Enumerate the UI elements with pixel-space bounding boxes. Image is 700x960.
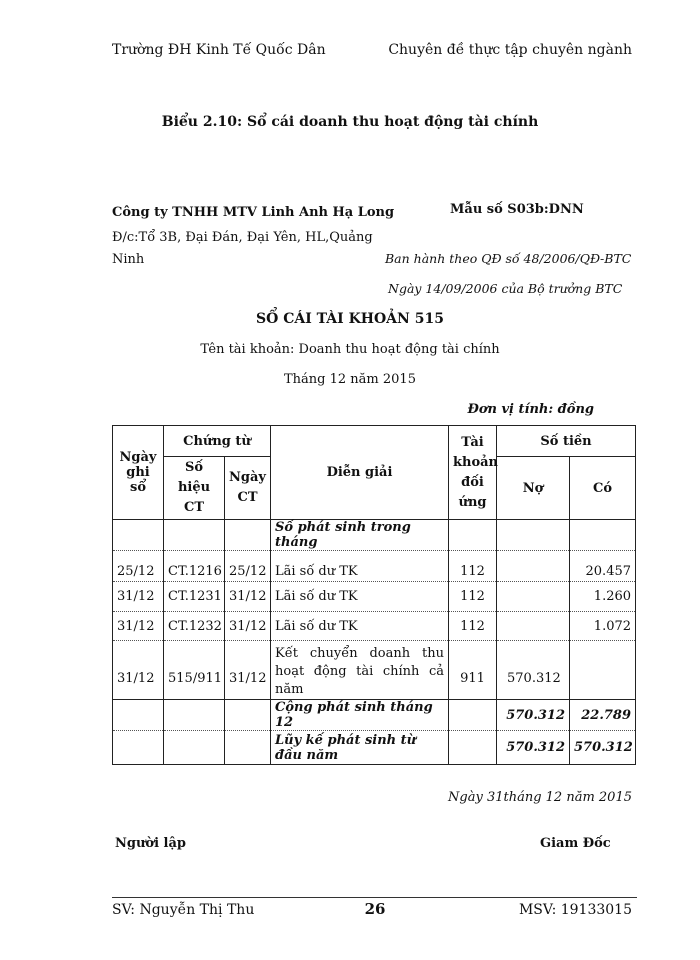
signature-preparer: Người lập (115, 836, 187, 851)
company-address-line2: Ninh (112, 252, 145, 267)
cell-debit (497, 612, 570, 641)
table-row (113, 551, 636, 582)
cell-voucher-date: 31/12 (225, 582, 271, 612)
col-header-description: Diễn giải (271, 426, 449, 520)
cell-voucher-no: CT.1216 (164, 551, 225, 582)
col-header-credit: Có (570, 457, 636, 520)
company-name: Công ty TNHH MTV Linh Anh Hạ Long (112, 205, 395, 220)
company-address-line1: Đ/c:Tổ 3B, Đại Đán, Đại Yên, HL,Quảng (112, 230, 373, 245)
footer-divider (112, 897, 637, 898)
table-row-total-month (113, 700, 636, 731)
section-label: Số phát sinh trong tháng (271, 520, 449, 551)
cell-account: 112 (449, 582, 497, 612)
cell-date: 31/12 (113, 612, 164, 641)
footer-page-number: 26 (364, 900, 386, 918)
cell-description: Lãi số dư TK (271, 582, 449, 612)
cell-credit (570, 641, 636, 700)
footer-student-id: MSV: 19133015 (518, 902, 632, 918)
cell-debit (497, 551, 570, 582)
footer-student: SV: Nguyễn Thị Thu (112, 902, 255, 918)
cell-credit: 1.072 (570, 612, 636, 641)
cell-credit: 1.260 (570, 582, 636, 612)
cell-credit: 20.457 (570, 551, 636, 582)
total-ytd-label: Lũy kế phát sinh từ đầu năm (271, 731, 449, 765)
header-school: Trường ĐH Kinh Tế Quốc Dân (112, 42, 326, 58)
cell-date: 31/12 (113, 582, 164, 612)
cell-account: 112 (449, 551, 497, 582)
total-month-debit: 570.312 (497, 700, 570, 731)
cell-account: 112 (449, 612, 497, 641)
cell-voucher-no: CT.1231 (164, 582, 225, 612)
col-header-date: Ngày ghi sổ (113, 426, 164, 520)
total-ytd-debit: 570.312 (497, 731, 570, 765)
col-header-amount: Số tiền (497, 426, 636, 457)
col-header-voucher-date: Ngày CT (225, 457, 271, 520)
table-row (113, 582, 636, 612)
sign-date: Ngày 31tháng 12 năm 2015 (448, 790, 632, 805)
cell-debit (497, 582, 570, 612)
form-issued-line2: Ngày 14/09/2006 của Bộ trưởng BTC (388, 281, 623, 296)
form-code: Mẫu số S03b:DNN (450, 202, 584, 217)
total-ytd-credit: 570.312 (570, 731, 636, 765)
total-month-credit: 22.789 (570, 700, 636, 731)
table-row-section (113, 520, 636, 551)
form-issued-line1: Ban hành theo QĐ số 48/2006/QĐ-BTC (385, 251, 632, 266)
cell-voucher-date: 25/12 (225, 551, 271, 582)
table-row-total-ytd (113, 731, 636, 765)
signature-director: Giam Đốc (540, 836, 611, 851)
cell-voucher-date: 31/12 (225, 612, 271, 641)
cell-voucher-no: 515/911 (164, 641, 225, 700)
col-header-voucher-no: Số hiệu CT (164, 457, 225, 520)
cell-voucher-date: 31/12 (225, 641, 271, 700)
table-row (113, 612, 636, 641)
total-month-label: Cộng phát sinh tháng 12 (271, 700, 449, 731)
ledger-title: SỔ CÁI TÀI KHOẢN 515 (256, 311, 444, 327)
cell-description: Lãi số dư TK (271, 612, 449, 641)
ledger-table (112, 425, 636, 765)
cell-account: 911 (449, 641, 497, 700)
account-name: Tên tài khoản: Doanh thu hoạt động tài chính (200, 342, 500, 357)
table-row (113, 641, 636, 700)
period: Tháng 12 năm 2015 (284, 372, 416, 387)
col-header-debit: Nợ (497, 457, 570, 520)
unit-label: Đơn vị tính: đồng (467, 402, 594, 417)
cell-date: 31/12 (113, 641, 164, 700)
header-topic: Chuyên đề thực tập chuyên ngành (388, 42, 632, 58)
cell-debit: 570.312 (497, 641, 570, 700)
cell-description: Kết chuyển doanh thu hoạt động tài chính cả năm (271, 641, 449, 700)
cell-date: 25/12 (113, 551, 164, 582)
cell-voucher-no: CT.1232 (164, 612, 225, 641)
col-header-voucher: Chứng từ (164, 426, 271, 457)
exhibit-title: Biểu 2.10: Sổ cái doanh thu hoạt động tài chính (161, 114, 539, 130)
col-header-counter-account: Tài khoản đối ứng (449, 426, 497, 520)
cell-description: Lãi số dư TK (271, 551, 449, 582)
